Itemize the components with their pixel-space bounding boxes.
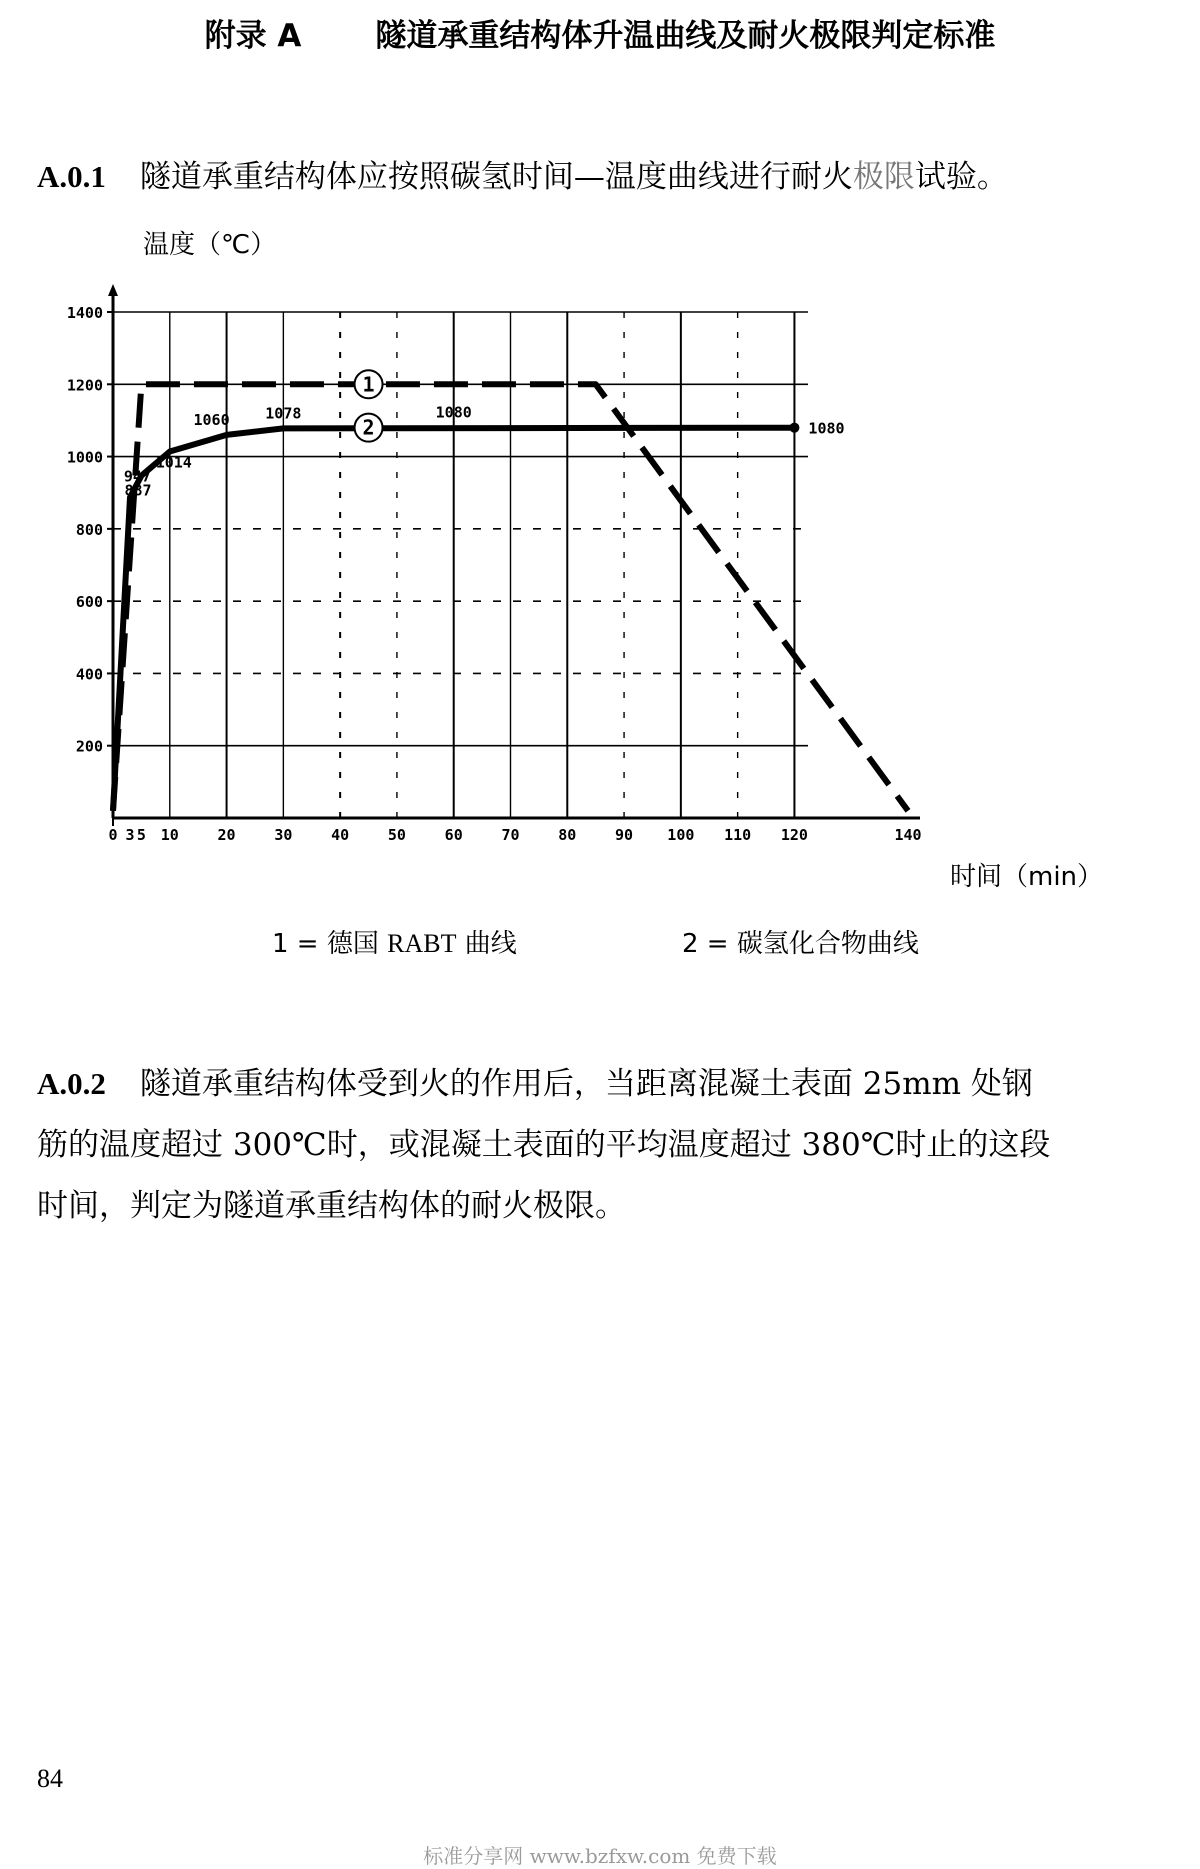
y-axis-arrow [108,284,118,296]
appendix-label: 附录 A [204,18,302,54]
clause-text: 隧道承重结构体应按照碳氢时间—温度曲线进行耐火 [139,159,853,195]
x-tick-label: 110 [724,826,752,844]
clause-a02 [37,1057,1197,1233]
series-1-label: 1 [362,372,375,397]
y-tick-label: 800 [75,520,103,539]
data-label: 947 [123,467,151,486]
legend-item-1 [272,923,517,960]
temperature-time-chart [0,0,1200,860]
x-tick-label: 80 [558,826,577,844]
clause-number-2: A.0.2 [37,1066,106,1101]
clause-text-grey: 极限 [852,159,915,195]
y-tick-label: 1200 [66,376,103,395]
data-label: 1060 [193,410,230,429]
legend-item-1-label: 1 = 德国 [272,929,379,959]
y-axis-label: 温度（℃） [143,230,277,260]
x-tick-label: 70 [501,826,520,844]
y-tick-label: 600 [75,593,103,612]
x-tick-label: 90 [615,826,634,844]
data-label: 1080 [808,419,845,438]
legend-item-2: 2 = 碳氢化合物曲线 [682,929,919,959]
data-label: 1078 [265,404,302,423]
page-number: 84 [37,1764,63,1793]
y-tick-label: 1400 [66,304,103,322]
x-tick-label: 140 [894,826,922,844]
clause-line-3: 时间，判定为隧道承重结构体的耐火极限。 [37,1188,626,1224]
appendix-title: 隧道承重结构体升温曲线及耐火极限判定标准 [375,18,996,54]
x-tick-label: 40 [331,826,350,844]
y-tick-label: 200 [75,737,103,756]
series-2-label: 2 [362,415,375,440]
y-tick-label: 1000 [66,448,103,467]
data-label: 887 [124,481,152,500]
data-label: 1080 [435,403,472,422]
clause-number: A.0.1 [37,159,106,194]
x-tick-label: 5 [136,826,146,844]
x-tick-label: 10 [160,826,179,844]
x-tick-label: 20 [217,826,236,844]
x-tick-label: 3 [125,826,135,844]
chart-grid [113,312,808,818]
series-2-end-dot [789,423,799,433]
x-tick-label: 0 [108,826,118,844]
chart-axes [108,284,920,826]
data-label: 1014 [155,453,192,472]
clause-text-end: 试验。 [914,159,1008,195]
x-tick-label: 50 [387,826,406,844]
x-tick-label: 60 [444,826,463,844]
legend-item-1-rabt: RABT [387,929,457,958]
clause-line-2: 筋的温度超过 300℃时，或混凝土表面的平均温度超过 380℃时止的这段 [37,1127,1051,1163]
chart-annotations [124,404,845,500]
clause-line-1 [37,1057,1197,1111]
x-axis-label: 时间（min） [950,862,1104,892]
footer-watermark: 标准分享网 www.bzfxw.com 免费下载 [423,1844,777,1868]
legend-item-1-tail: 曲线 [464,929,517,959]
x-tick-label: 120 [780,826,808,844]
x-tick-label: 100 [667,826,695,844]
y-tick-label: 400 [75,665,103,684]
x-tick-label: 30 [274,826,293,844]
clause-line-1-text: 隧道承重结构体受到火的作用后，当距离混凝土表面 25mm 处钢 [139,1066,1033,1102]
